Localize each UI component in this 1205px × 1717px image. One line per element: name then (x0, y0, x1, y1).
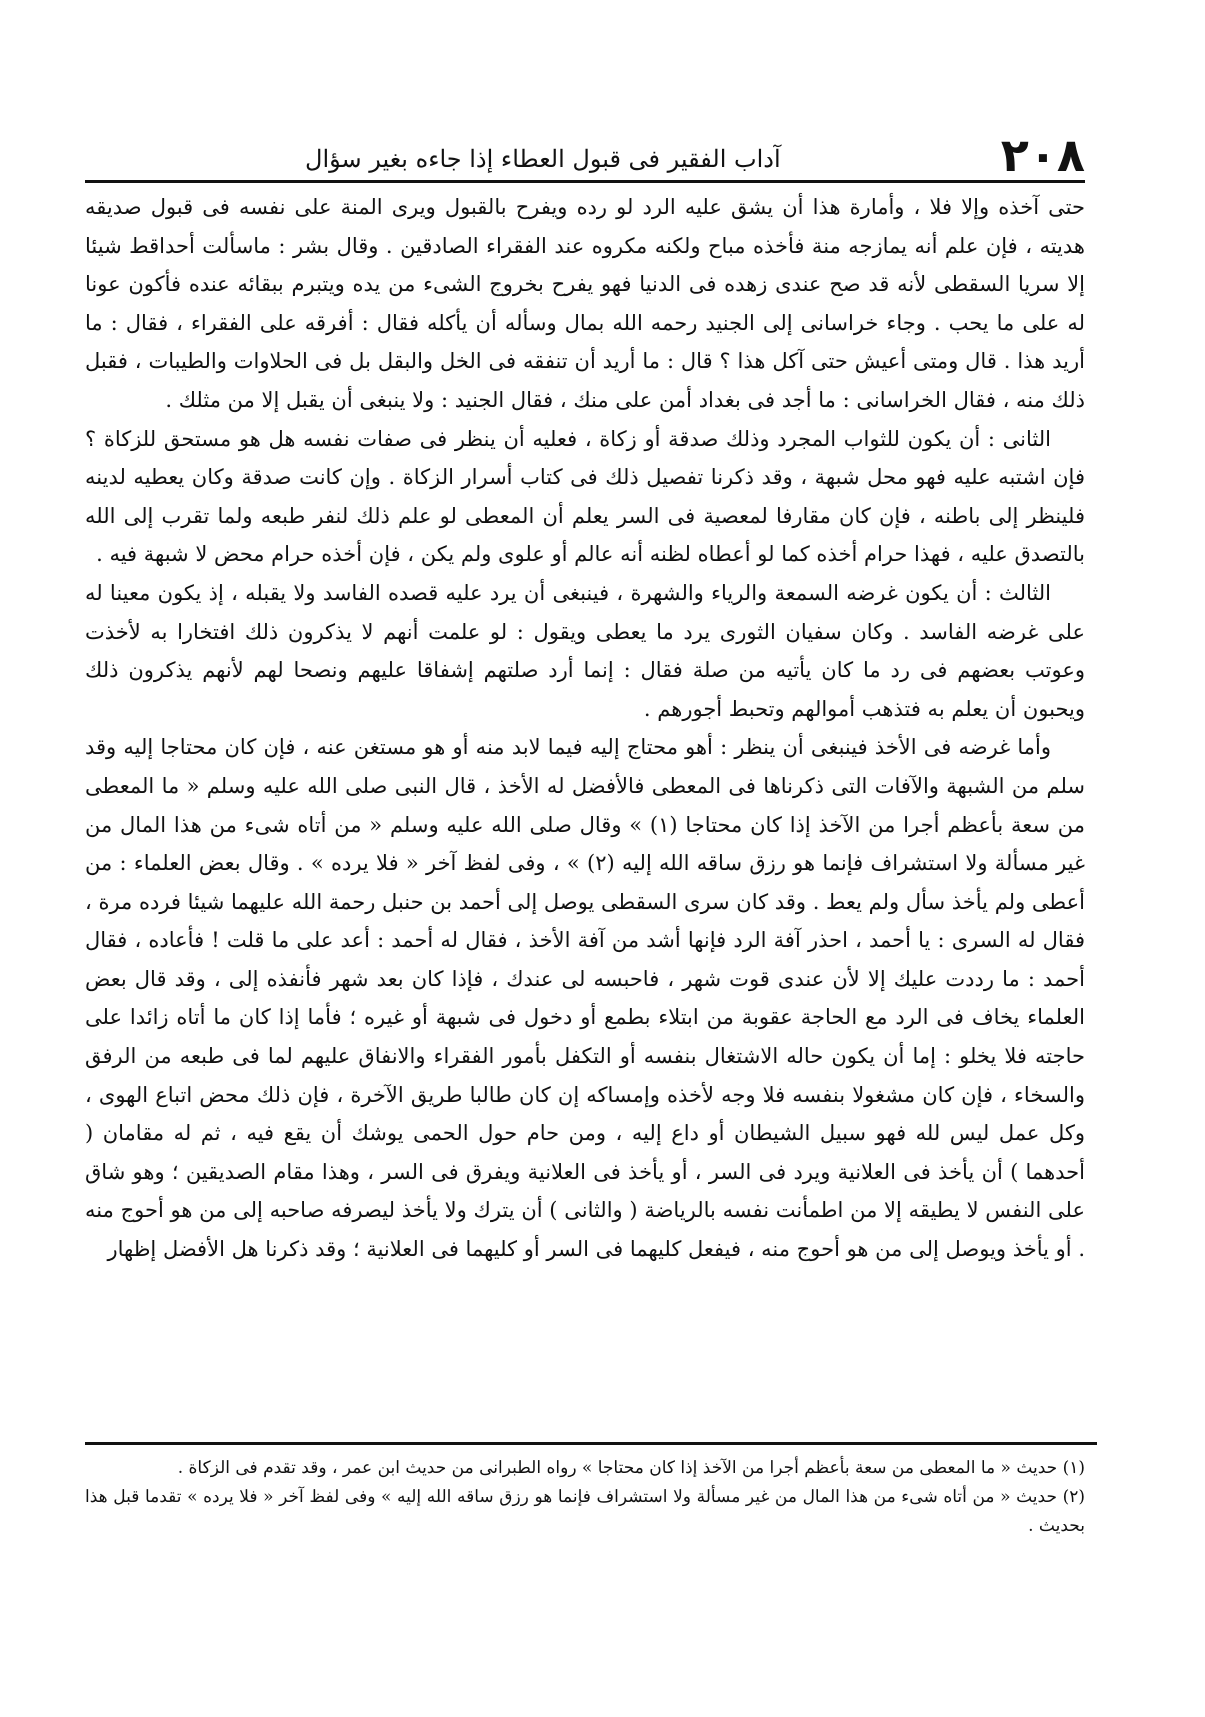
paragraph: الثانى : أن يكون للثواب المجرد وذلك صدقة أو زكاة ، فعليه أن ينظر فى صفات نفسه هل هو مستحق للزكاة ؟ فإن اشتبه عليه فهو محل شبهة ، وقد ذكرنا تفصيل ذلك فى كتاب أسرار الزكاة . وإن كانت صدقة وكان يعطيه لدينه فلينظر إلى باطنه ، فإن كان مقارفا لمعصية فى السر يعلم أن المعطى لو علم ذلك لنفر طبعه ولما تقرب إلى الله بالتصدق عليه ، فهذا حرام أخذه كما لو أعطاه لظنه أنه عالم أو علوى ولم يكن ، فإن أخذه حرام محض لا شبهة فيه . (85, 426, 1085, 567)
paragraph: الثالث : أن يكون غرضه السمعة والرياء والشهرة ، فينبغى أن يرد عليه قصده الفاسد ولا يقبله ، إذ يكون معينا له على غرضه الفاسد . وكان سفيان الثورى يرد ما يعطى ويقول : لو علمت أنهم لا يذكرون ذلك افتخارا به لأخذت وعوتب بعضهم فى رد ما كان يأتيه من صلة فقال : إنما أرد صلتهم إشفاقا عليهم ونصحا لهم لأنهم يذكرون ذلك ويحبون أن يعلم به فتذهب أموالهم وتحبط أجورهم . (85, 580, 1085, 721)
page-number: ٢٠٨ (1000, 128, 1085, 182)
body-text (85, 188, 1085, 1269)
page-header (85, 118, 1085, 182)
running-title: آداب الفقير فى قبول العطاء إذا جاءه بغير سؤال (305, 145, 781, 174)
footnote-2: (٢) حديث « من أتاه شىء من هذا المال من غير مسألة ولا استشراف فإنما هو رزق ساقه الله إليه » وفى لفظ آخر « فلا يرده » تقدما قبل هذا بحديث . (85, 1487, 1085, 1536)
header-rule (85, 180, 1085, 183)
footnote-rule (85, 1442, 1097, 1445)
footnotes (85, 1454, 1085, 1541)
paragraph: حتى آخذه وإلا فلا ، وأمارة هذا أن يشق عليه الرد لو رده ويفرح بالقبول ويرى المنة على نفسه فى قبول صديقه هديته ، فإن علم أنه يمازجه منة فأخذه مباح ولكنه مكروه عند الفقراء الصادقين . وقال بشر : ماسألت أحداقط شيئا إلا سريا السقطى لأنه قد صح عندى زهده فى الدنيا فهو يفرح بخروج الشىء من يده ويتبرم ببقائه عنده فأكون عونا له على ما يحب . وجاء خراسانى إلى الجنيد رحمه الله بمال وسأله أن يأكله فقال : أفرقه على الفقراء ، فقال : ما أريد هذا . قال ومتى أعيش حتى آكل هذا ؟ قال : ما أريد أن تنفقه فى الخل والبقل بل فى الحلاوات والطيبات ، فقبل ذلك منه ، فقال الخراسانى : ما أجد فى بغداد أمن على منك ، فقال الجنيد : ولا ينبغى أن يقبل إلا من مثلك . (85, 195, 1085, 412)
paragraph: وأما غرضه فى الأخذ فينبغى أن ينظر : أهو محتاج إليه فيما لابد منه أو هو مستغن عنه ، فإن كان محتاجا إليه وقد سلم من الشبهة والآفات التى ذكرناها فى المعطى فالأفضل له الأخذ ، قال النبى صلى الله عليه وسلم « ما المعطى من سعة بأعظم أجرا من الآخذ إذا كان محتاجا (١) » وقال صلى الله عليه وسلم « من أتاه شىء من هذا المال من غير مسألة ولا استشراف فإنما هو رزق ساقه الله إليه (٢) » ، وفى لفظ آخر « فلا يرده » . وقال بعض العلماء : من أعطى ولم يأخذ سأل ولم يعط . وقد كان سرى السقطى يوصل إلى أحمد بن حنبل رحمة الله عليهما شيئا فرده مرة ، فقال له السرى : يا أحمد ، احذر آفة الرد فإنها أشد من آفة الأخذ ، فقال له أحمد : أعد على ما قلت ! فأعاده ، فقال أحمد : ما رددت عليك إلا لأن عندى قوت شهر ، فاحبسه لى عندك ، فإذا كان بعد شهر فأنفذه إلى ، وقد قال بعض العلماء يخاف فى الرد مع الحاجة عقوبة من ابتلاء بطمع أو دخول فى شبهة أو غيره ؛ فأما إذا كان ما أتاه زائدا على حاجته فلا يخلو : إما أن يكون حاله الاشتغال بنفسه أو التكفل بأمور الفقراء والانفاق عليهم لما فى طبعه من الرفق والسخاء ، فإن كان مشغولا بنفسه فلا وجه لأخذه وإمساكه إن كان طالبا طريق الآخرة ، فإن ذلك محض اتباع الهوى ، وكل عمل ليس لله فهو سبيل الشيطان أو داع إليه ، ومن حام حول الحمى يوشك أن يقع فيه ، ثم له مقامان ( أحدهما ) أن يأخذ فى العلانية ويرد فى السر ، أو يأخذ فى العلانية ويفرق فى السر ، وهذا مقام الصديقين ؛ وهو شاق على النفس لا يطيقه إلا من اطمأنت نفسه بالرياضة ( والثانى ) أن يترك ولا يأخذ ليصرفه صاحبه إلى من هو أحوج منه . أو يأخذ ويوصل إلى من هو أحوج منه ، فيفعل كليهما فى السر أو كليهما فى العلانية ؛ وقد ذكرنا هل الأفضل إظهار (85, 735, 1085, 1262)
footnote-1: (١) حديث « ما المعطى من سعة بأعظم أجرا من الآخذ إذا كان محتاجا » رواه الطبرانى من حديث ابن عمر ، وقد تقدم فى الزكاة . (177, 1458, 1085, 1478)
